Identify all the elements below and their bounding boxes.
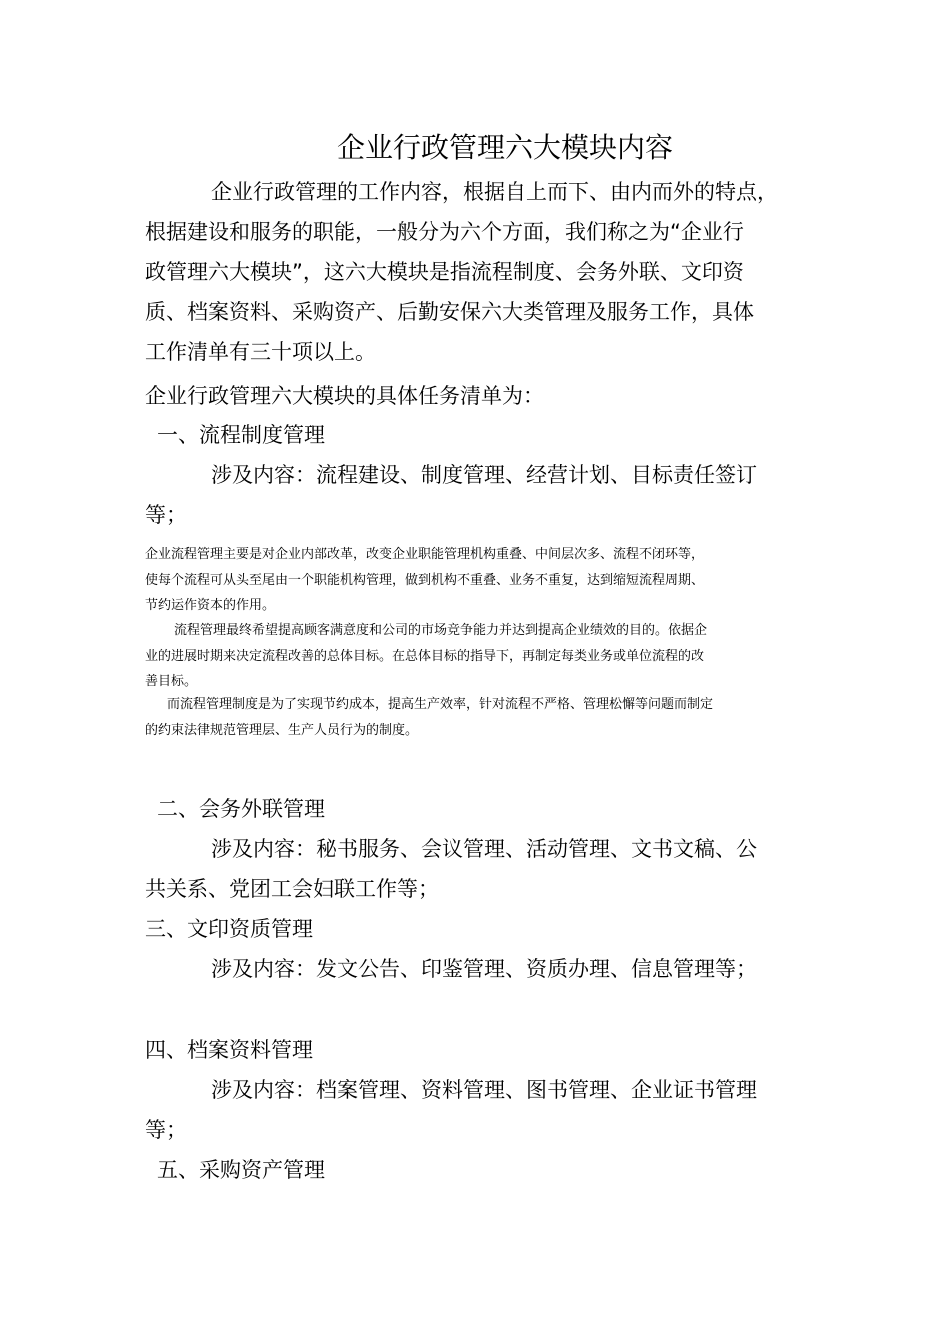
- notes-paragraph-1: [145, 542, 815, 619]
- intro-line: 工作清单有三十项以上。: [145, 340, 376, 364]
- note-line: 企业流程管理主要是对企业内部改革，改变企业职能管理机构重叠、中间层次多、流程不闭环等，: [145, 547, 705, 562]
- intro-paragraph: [145, 172, 815, 372]
- list-intro: 企业行政管理六大模块的具体任务清单为：: [145, 384, 544, 408]
- note-line: 的约束法律规范管理层、生产人员行为的制度。: [145, 722, 419, 738]
- notes-paragraph-2: [145, 618, 815, 695]
- intro-line: 质、档案资料、采购资产、后勤安保六大类管理及服务工作，具体: [145, 300, 754, 324]
- content-line: 涉及内容：秘书服务、会议管理、活动管理、文书文稿、公: [211, 837, 757, 861]
- content-line: 涉及内容：档案管理、资料管理、图书管理、企业证书管理: [211, 1078, 757, 1102]
- intro-line: 根据建设和服务的职能，一般分为六个方面，我们称之为“企业行: [145, 220, 744, 244]
- content-line: 共关系、党团工会妇联工作等；: [145, 877, 439, 901]
- section-heading: 一、流程制度管理: [157, 423, 325, 447]
- section-heading: 四、档案资料管理: [145, 1038, 313, 1062]
- section-content: [145, 829, 815, 909]
- notes-paragraph-3: [145, 692, 815, 743]
- note-line: 节约运作资本的作用。: [145, 598, 276, 613]
- content-line: 涉及内容：发文公告、印鉴管理、资质办理、信息管理等；: [211, 957, 757, 981]
- intro-line: 企业行政管理的工作内容，根据自上而下、由内而外的特点，: [211, 180, 778, 204]
- section-heading: 五、采购资产管理: [157, 1158, 325, 1182]
- note-line: 而流程管理制度是为了实现节约成本，提高生产效率，针对流程不严格、管理松懈等问题而制定: [167, 697, 714, 712]
- note-line: 流程管理最终希望提高顾客满意度和公司的市场竞争能力并达到提高企业绩效的目的。依据企: [174, 623, 708, 638]
- section-content: [145, 1070, 815, 1150]
- section-heading: 二、会务外联管理: [157, 797, 325, 821]
- note-line: 使每个流程可从头至尾由一个职能机构管理，做到机构不重叠、业务不重复，达到缩短流程周期、: [145, 572, 705, 588]
- content-line: 涉及内容：流程建设、制度管理、经营计划、目标责任签订: [211, 463, 757, 487]
- content-line: 等；: [145, 1118, 187, 1142]
- section-content: [145, 949, 815, 989]
- document-title: 企业行政管理六大模块内容: [336, 131, 673, 164]
- section-heading: 三、文印资质管理: [145, 917, 313, 941]
- note-line: 善目标。: [145, 674, 198, 689]
- note-line: 业的进展时期来决定流程改善的总体目标。在总体目标的指导下，再制定每类业务或单位流程的改: [145, 648, 705, 664]
- content-line: 等；: [145, 503, 187, 527]
- section-content: [145, 455, 815, 535]
- intro-line: 政管理六大模块”，这六大模块是指流程制度、会务外联、文印资: [145, 260, 744, 284]
